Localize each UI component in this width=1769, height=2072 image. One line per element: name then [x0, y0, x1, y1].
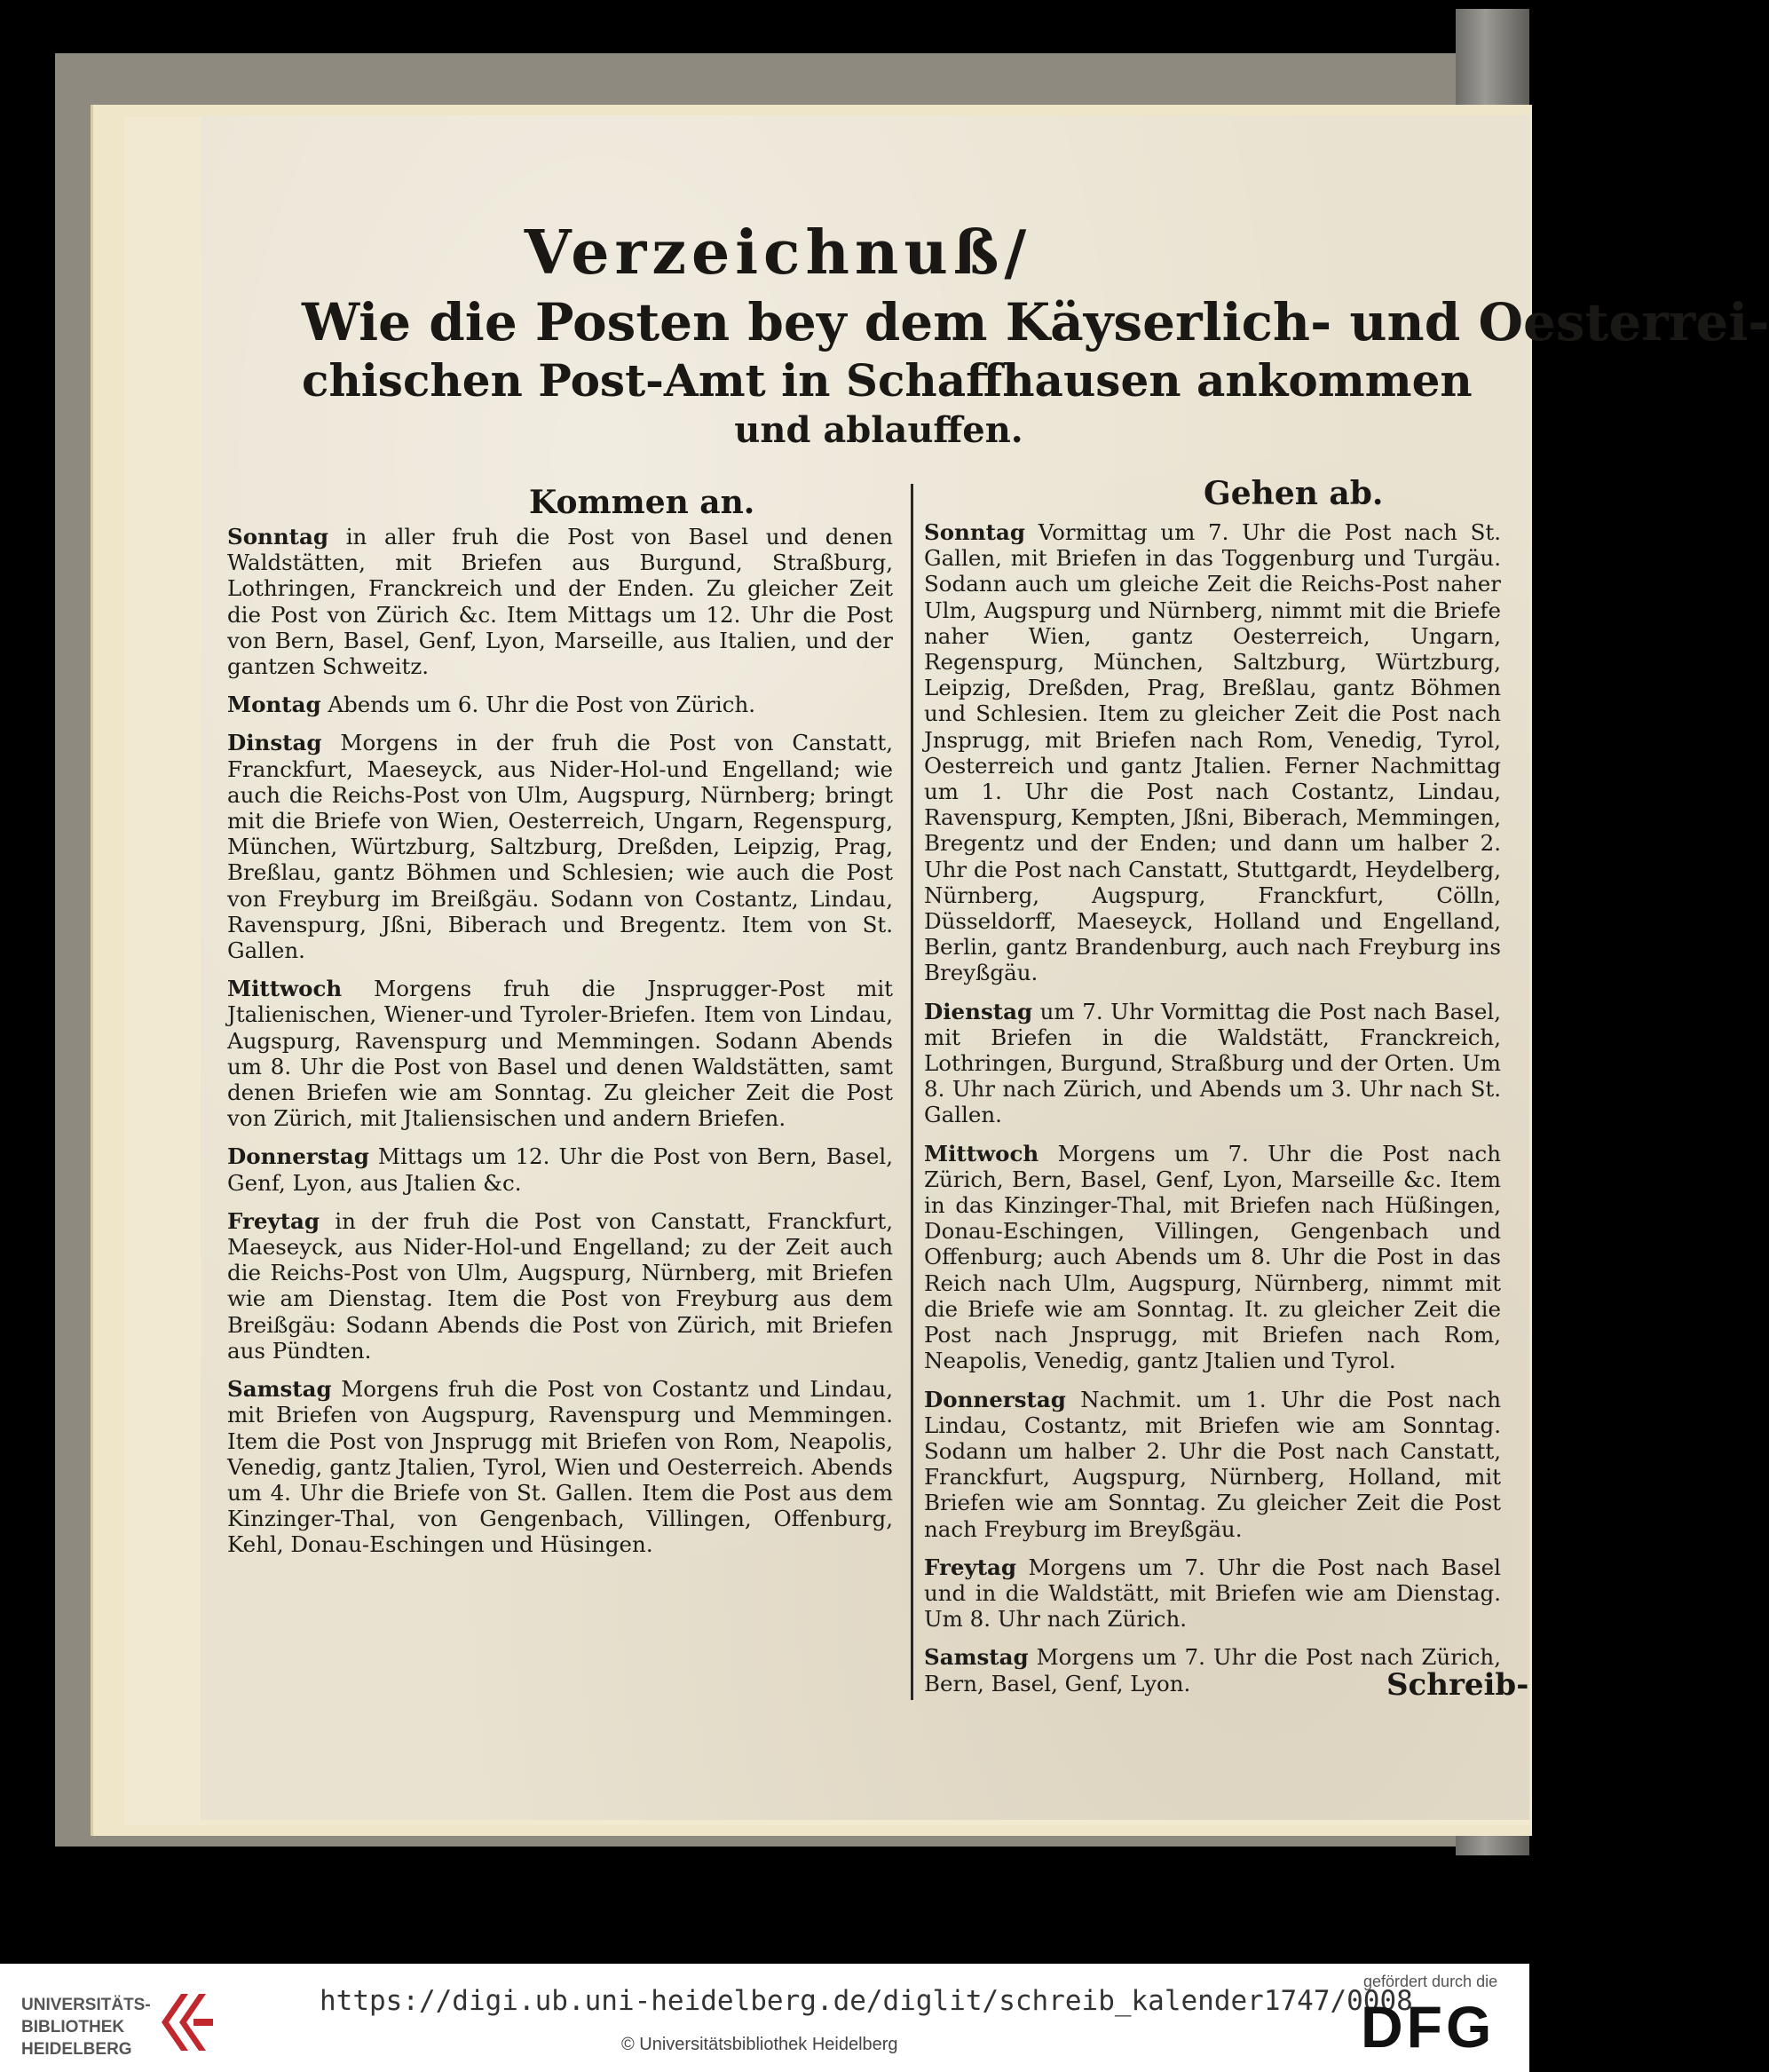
left-entry-text: Morgens fruh die Jnsprugger-Post mit Jtalienischen, Wiener-und Tyroler-Briefen. Item von Lindau, Augspurg, Ravenspurg und Memmingen. Sodann Abends um 8. Uhr die Post von Basel und denen Waldstätten, samt denen Briefen wie am Sonntag. Zu gleicher Zeit die Post von Zürich, mit Jtaliensischen und andern Briefen. [227, 976, 893, 1132]
right-entry-text: Morgens um 7. Uhr die Post nach Zürich, Bern, Basel, Genf, Lyon, Marseille &c. Item in das Kinzinger-Thal, mit Briefen nach Hüßingen, Donau-Eschingen, Villingen, Gengenbach und Offenburg; auch Abends um 8. Uhr die Post in das Reich nach Ulm, Augspurg, Nürnberg, nimmt mit die Briefe wie am Sonntag. It. zu gleicher Zeit die Post nach Jnsprugg, mit Briefen nach Rom, Neapolis, Venedig, gantz Jtalien und Tyrol. [924, 1140, 1501, 1374]
left-entry-text: Mittags um 12. Uhr die Post von Bern, Basel, Genf, Lyon, aus Jtalien &c. [227, 1143, 894, 1196]
right-entry [924, 1387, 1501, 1542]
library-name [21, 1994, 151, 2060]
library-name-line-1: UNIVERSITÄTS- [21, 1996, 151, 2014]
left-entry-day: Donnerstag [227, 1143, 369, 1170]
printed-page [201, 115, 1769, 1820]
permalink-url[interactable]: https://digi.ub.uni-heidelberg.de/diglit/schreib_kalender1747/0008 [320, 1985, 1413, 2017]
left-entry-day: Dinstag [227, 730, 322, 756]
right-entry-text: Nachmit. um 1. Uhr die Post nach Lindau, Costantz, mit Briefen wie am Sonntag. Sodann um halber 2. Uhr die Post nach Canstatt, Franckfurt, Augspurg, Nürnberg, Holland, mit Briefen wie am Sonntag. Zu gleicher Zeit die Post nach Freyburg im Breyßgäu. [924, 1386, 1501, 1542]
dfg-logo: DFG [1361, 1994, 1496, 2060]
right-entry-day: Mittwoch [924, 1140, 1039, 1166]
right-entry-text: Morgens um 7. Uhr die Post nach Basel und in die Waldstätt, mit Briefen wie am Dienstag. Um 8. Uhr nach Zürich. [924, 1554, 1501, 1633]
left-entry-text: in aller fruh die Post von Basel und denen Waldstätten, mit Briefen aus Burgund, Straßburg, Lothringen, Franckreich und der Enden. Zu gleicher Zeit die Post von Zürich &c. Item Mittags um 12. Uhr die Post von Bern, Basel, Genf, Lyon, Marseille, aus Italien, und der gantzen Schweitz. [227, 524, 893, 680]
right-column [924, 519, 1501, 1696]
library-emblem-icon [154, 1987, 217, 2058]
right-entry-day: Samstag [924, 1644, 1029, 1671]
left-entry [227, 1143, 893, 1195]
right-entry-text: Morgens um 7. Uhr die Post nach Zürich, Bern, Basel, Genf, Lyon. [924, 1644, 1501, 1696]
left-entry [227, 976, 893, 1131]
left-entry-day: Montag [227, 692, 321, 718]
left-entry [227, 692, 893, 717]
catchword: Schreib- [1386, 1667, 1529, 1703]
right-entry-text: um 7. Uhr Vormittag die Post nach Basel, mit Briefen in die Waldstätt, Franckreich, Lothringen, Burgund, Straßburg und der Orten. Um 8. Uhr nach Zürich, und Abends um 3. Uhr nach St. Gallen. [924, 998, 1501, 1128]
subtitle-line-1: Wie die Posten bey dem Käyserlich- und Oesterrei- [302, 292, 1769, 352]
left-entry [227, 730, 893, 963]
right-entry-day: Freytag [924, 1554, 1017, 1580]
right-entry-day: Dienstag [924, 998, 1033, 1024]
right-column-heading: Gehen ab. [1204, 475, 1384, 512]
left-entry [227, 1208, 893, 1364]
left-entry-day: Samstag [227, 1376, 332, 1403]
library-name-line-3: HEIDELBERG [21, 2040, 132, 2059]
funding-note: gefördert durch die [1363, 1973, 1498, 1990]
right-entry-day: Donnerstag [924, 1386, 1066, 1412]
page-subtitle [302, 292, 1769, 451]
right-entry [924, 999, 1501, 1128]
left-entry-text: Morgens fruh die Post von Costantz und Lindau, mit Briefen von Augspurg, Ravenspurg und Memmingen. Item die Post von Jnsprugg mit Briefen von Rom, Neapolis, Venedig, gantz Jtalien, Tyrol, Wien und Oesterreich. Abends um 4. Uhr die Briefe von St. Gallen. Item die Post aus dem Kinzinger-Thal, von Gengenbach, Villingen, Offenburg, Kehl, Donau-Eschingen und Hüsingen. [227, 1376, 893, 1558]
copyright-notice: © Universitätsbibliothek Heidelberg [621, 2035, 898, 2054]
page-title: Verzeichnuß/ [524, 217, 1032, 289]
right-entry-text: Vormittag um 7. Uhr die Post nach St. Gallen, mit Briefen in das Toggenburg und Turgäu. Sodann auch um gleiche Zeit die Reichs-Post naher Ulm, Augspurg und Nürnberg, nimmt mit die Briefe naher Wien, gantz Oesterreich, Ungarn, Regenspurg, München, Saltzburg, Würtzburg, Leipzig, Dreßden, Prag, Breßlau, gantz Böhmen und Schlesien. Item zu gleicher Zeit die Post nach Jnsprugg, mit Briefen nach Rom, Venedig, Tyrol, Oesterreich und gantz Jtalien. Ferner Nachmittag um 1. Uhr die Post nach Costantz, Lindau, Ravenspurg, Kempten, Jßni, Biberach, Memmingen, Bregentz und der Enden; und dann um halber 2. Uhr die Post nach Canstatt, Stuttgardt, Heydelberg, Nürnberg, Augspurg, Franckfurt, Cölln, Düsseldorff, Maeseyck, Holland und Engelland, Berlin, gantz Brandenburg, auch nach Freyburg ins Breyßgäu. [924, 519, 1501, 986]
left-entry-day: Mittwoch [227, 976, 343, 1002]
library-name-line-2: BIBLIOTHEK [21, 2018, 125, 2036]
left-column-heading: Kommen an. [529, 484, 755, 521]
left-entry [227, 524, 893, 679]
left-entry-day: Sonntag [227, 524, 328, 550]
left-entry-text: Abends um 6. Uhr die Post von Zürich. [328, 692, 756, 718]
column-divider [911, 484, 913, 1700]
left-entry-text: in der fruh die Post von Canstatt, Franckfurt, Maeseyck, aus Nider-Hol-und Engelland; zu der Zeit auch die Reichs-Post von Ulm, Augspurg, Nürnberg, mit Briefen wie am Dienstag. Item die Post von Freyburg aus dem Breißgäu: Sodann Abends die Post von Zürich, mit Briefen aus Pündten. [227, 1207, 893, 1364]
left-entry-text: Morgens in der fruh die Post von Canstatt, Franckfurt, Maeseyck, aus Nider-Hol-und Engelland; wie auch die Reichs-Post von Ulm, Augspurg, Nürnberg; bringt mit die Briefe von Wien, Oesterreich, Ungarn, Regenspurg, München, Würtzburg, Saltzburg, Dreßden, Leipzig, Prag, Breßlau, gantz Böhmen und Schlesien; wie auch die Post von Freyburg im Breißgäu. Sodann von Costantz, Lindau, Ravenspurg, Jßni, Biberach und Bregentz. Item von St. Gallen. [227, 730, 893, 964]
subtitle-line-2: chischen Post-Amt in Schaffhausen ankommen [302, 354, 1473, 407]
library-logo [21, 1981, 217, 2058]
right-entry-day: Sonntag [924, 519, 1025, 545]
left-entry-day: Freytag [227, 1207, 320, 1234]
left-entry [227, 1376, 893, 1557]
left-column [227, 524, 893, 1558]
footer-bar [0, 1964, 1529, 2072]
right-entry [924, 519, 1501, 986]
right-entry [924, 1554, 1501, 1633]
subtitle-line-3: und ablauffen. [734, 409, 1023, 451]
right-entry [924, 1141, 1501, 1374]
